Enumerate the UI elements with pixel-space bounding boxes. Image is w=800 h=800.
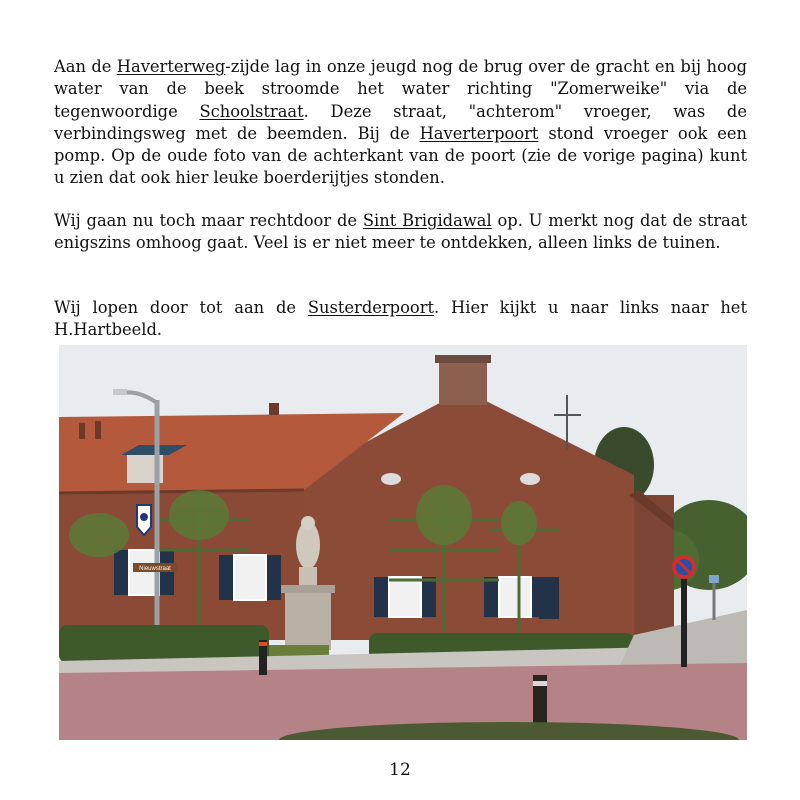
paragraph-susterderpoort <box>54 297 747 342</box>
paragraph-text: op. U merkt nog dat de straat enigszins omhoog gaat. Veel is er niet meer te ontdekken, alleen links de tuinen. <box>54 211 747 253</box>
paragraph-sint-brigidawal <box>54 210 747 255</box>
underlined-place-name: Susterderpoort <box>307 298 435 317</box>
paragraph-text: Wij gaan nu toch maar rechtdoor de <box>54 211 363 230</box>
paragraph-text: . Hier kijkt u naar links naar het H.Hartbeeld. <box>54 298 747 340</box>
paragraph-text: Wij lopen door tot aan de <box>54 298 308 317</box>
paragraph-haverterweg <box>54 56 747 190</box>
chimney <box>439 360 487 405</box>
paragraph-text: stond vroeger ook een pomp. Op de oude foto van de achterkant van de poort (zie de vorige pagina) kunt u zien dat ook hier leuke boerderijtjes stonden. <box>54 123 747 188</box>
paragraph-text: . Deze straat, "achterom" vroeger, was de verbindingsweg met de beemden. Bij de <box>54 101 747 143</box>
street-name-sign: Nieuwstraat <box>139 566 171 572</box>
underlined-place-name: Haverterpoort <box>419 123 539 143</box>
underlined-place-name: Schoolstraat <box>199 101 304 121</box>
underlined-place-name: Sint Brigidawal <box>362 211 492 230</box>
paragraph-text: Aan de <box>54 57 117 76</box>
page-number: 12 <box>389 760 411 780</box>
photo-brick-building-with-statue <box>59 345 747 740</box>
underlined-place-name: Haverterweg <box>116 57 226 76</box>
paragraph-text: -zijde lag in onze jeugd nog de brug over de gracht en bij hoog water van de beek stroomde het water richting "Zomerweike" via de tegenwoordige <box>54 57 747 121</box>
